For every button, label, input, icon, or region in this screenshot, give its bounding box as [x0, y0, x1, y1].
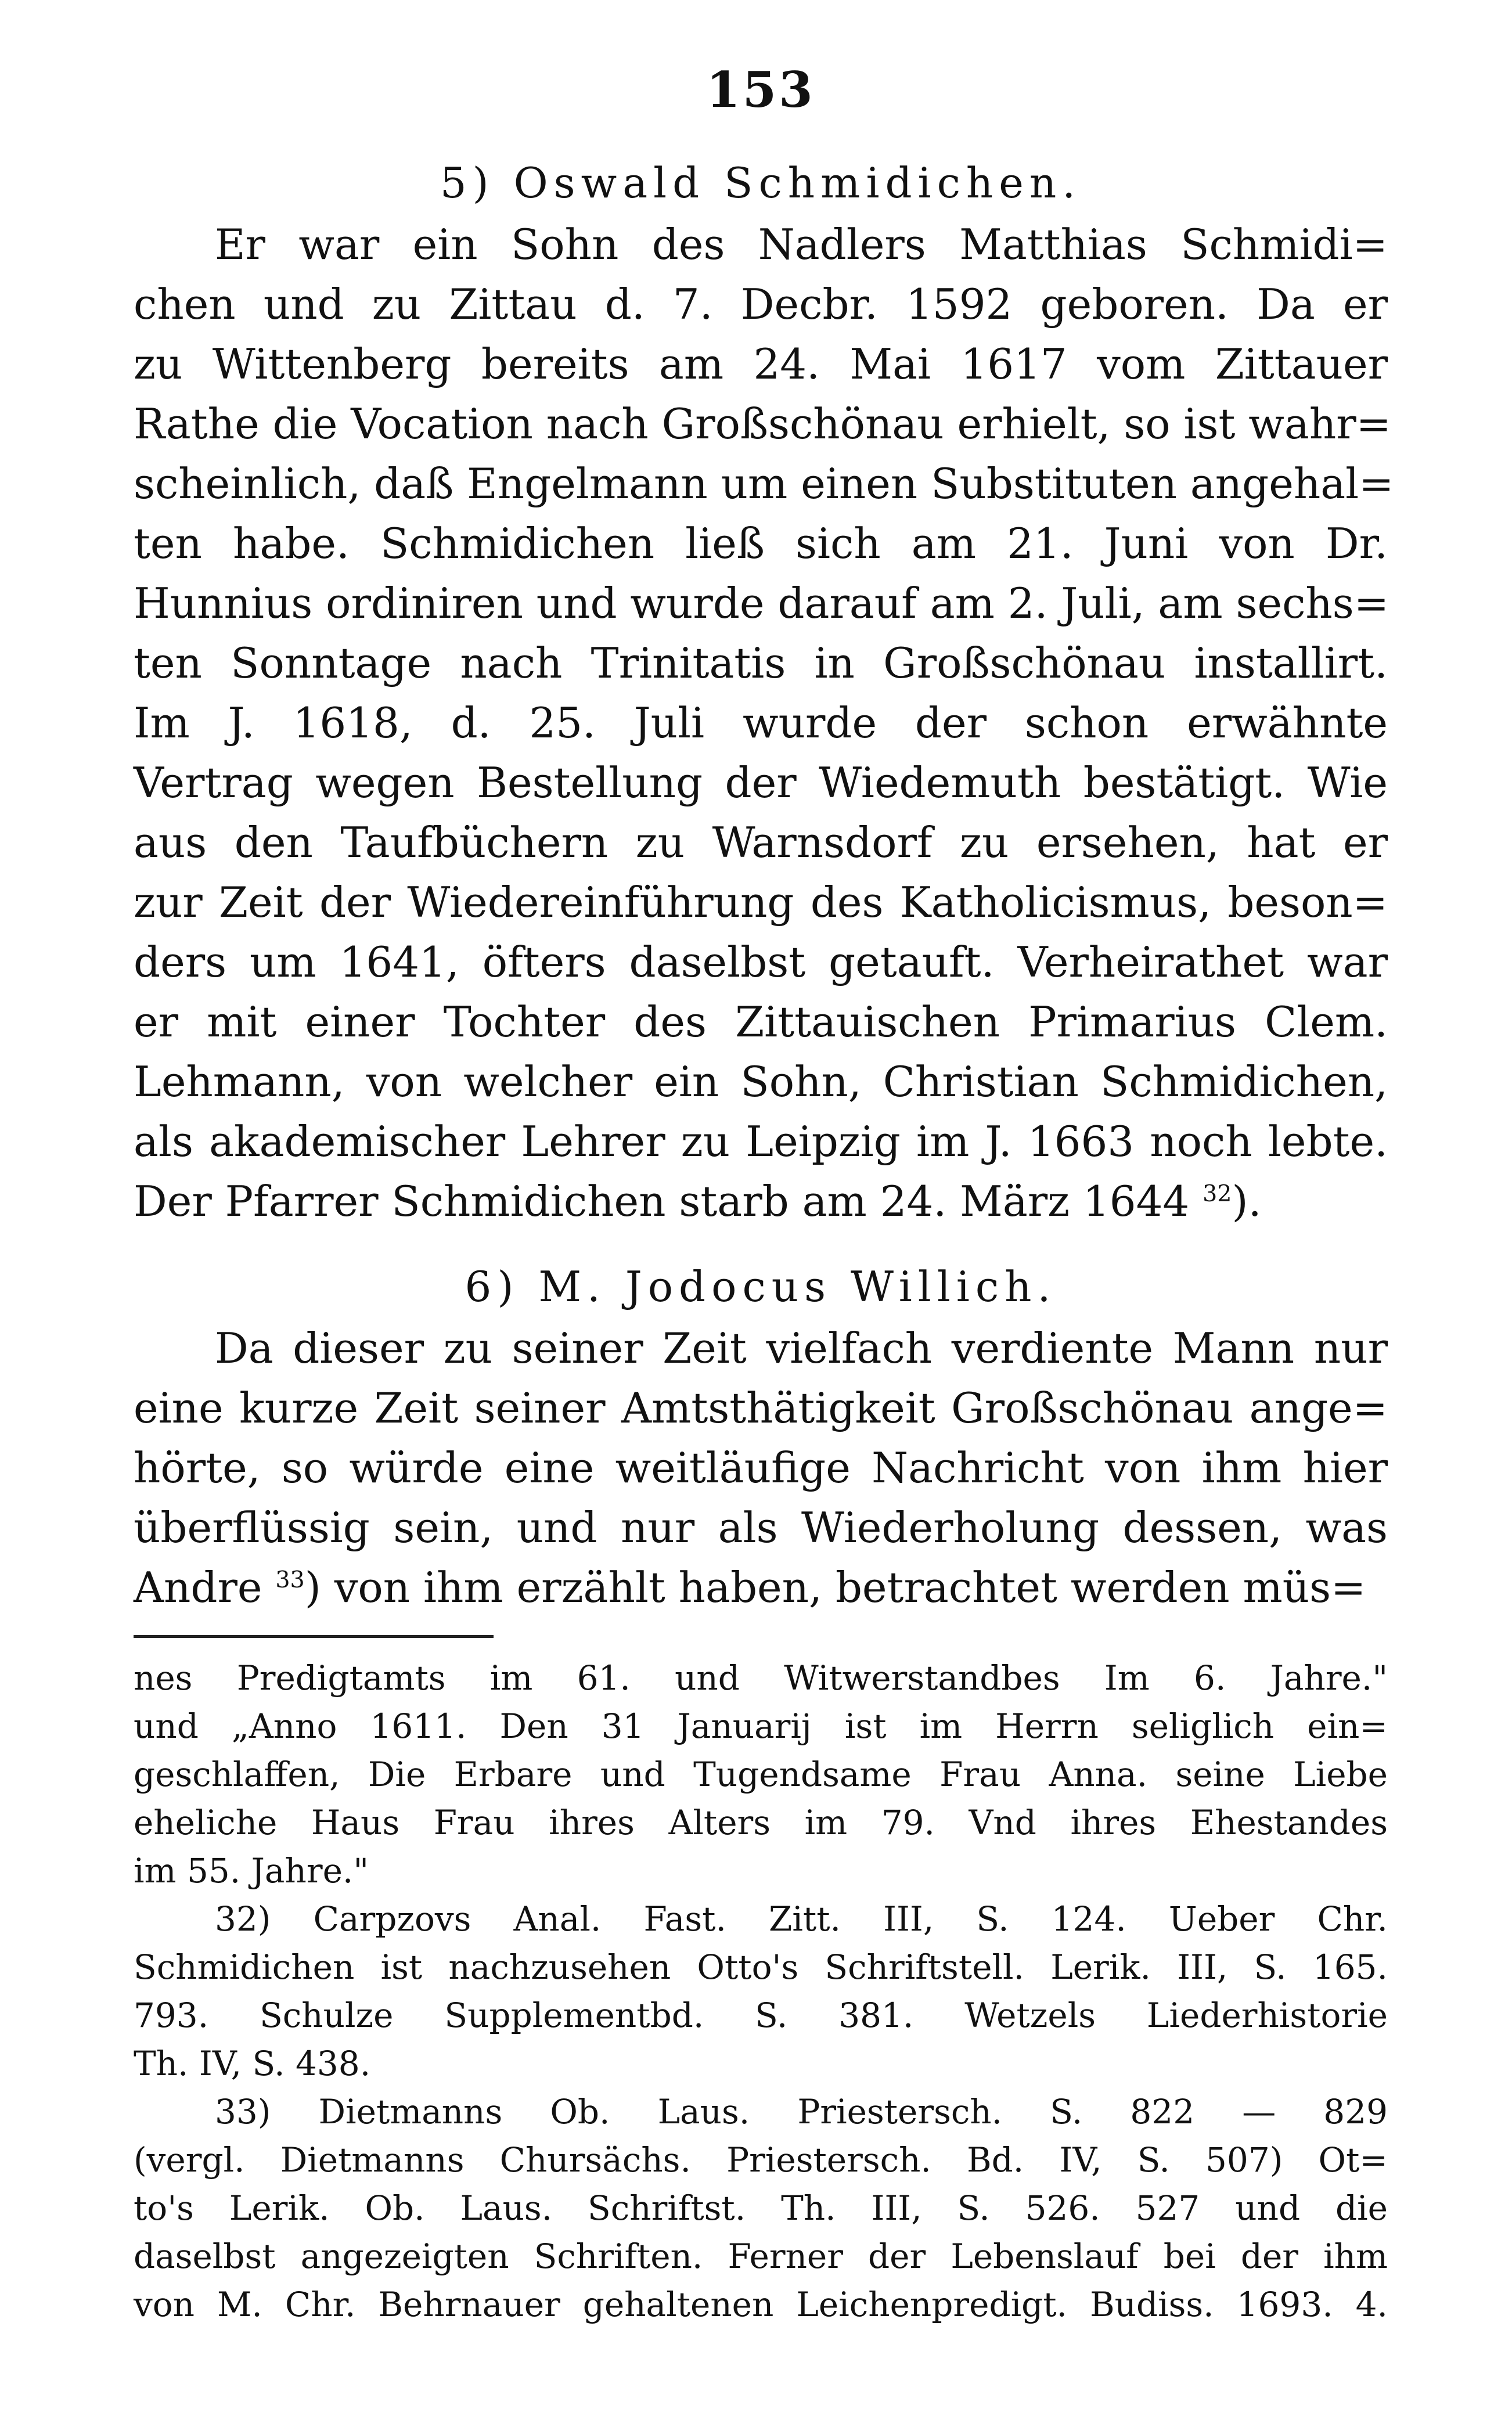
footnote-divider: [134, 1635, 494, 1638]
footnote-line: geschlaffen, Die Erbare und Tugendsame Frau Anna. seine Liebe: [134, 1755, 1388, 1794]
footnote-33-line: daselbst angezeigten Schriften. Ferner der Lebenslauf bei der ihm: [134, 2237, 1388, 2276]
text-line: chen und zu Zittau d. 7. Decbr. 1592 geboren. Da er: [134, 280, 1388, 329]
footnotes: [134, 1654, 1388, 2329]
footnote-line: und „Anno 1611. Den 31 Januarij ist im Herrn seliglich ein=: [134, 1706, 1388, 1746]
footnote-32-line: 32) Carpzovs Anal. Fast. Zitt. III, S. 124. Ueber Chr.: [215, 1899, 1388, 1939]
text-line: Lehmann, von welcher ein Sohn, Christian Schmidichen,: [134, 1057, 1388, 1106]
text-line-last: [134, 1558, 1388, 1618]
footnote-ref-32: 32: [1203, 1180, 1232, 1207]
text-line: zur Zeit der Wiedereinführung des Katholicismus, beson=: [134, 878, 1388, 927]
footnote-ref-33: 33: [275, 1567, 305, 1593]
text-line: ders um 1641, öfters daselbst getauft. Verheirathet war: [134, 938, 1388, 986]
section-heading-5: 5) Oswald Schmidichen.: [440, 159, 1082, 207]
text-line-last: [134, 1172, 1388, 1231]
text-line: Rathe die Vocation nach Großschönau erhielt, so ist wahr=: [134, 399, 1391, 448]
text-line: als akademischer Lehrer zu Leipzig im J. 1663 noch lebte.: [134, 1117, 1388, 1166]
text-fragment: Andre: [134, 1563, 262, 1612]
footnote-33-line: to's Lerik. Ob. Laus. Schriftst. Th. III, S. 526. 527 und die: [134, 2188, 1388, 2228]
text-line: hörte, so würde eine weitläufige Nachricht von ihm hier: [134, 1443, 1388, 1492]
footnote-33-line: (vergl. Dietmanns Chursächs. Priestersch. Bd. IV, S. 507) Ot=: [134, 2140, 1388, 2180]
text-line: ten habe. Schmidichen ließ sich am 21. Juni von Dr.: [134, 519, 1388, 568]
text-fragment: ) von ihm erzählt haben, betrachtet werden müs=: [304, 1563, 1366, 1612]
text-fragment: ).: [1232, 1177, 1262, 1226]
text-line: zu Wittenberg bereits am 24. Mai 1617 vom Zittauer: [134, 340, 1388, 388]
footnote-32-line: Th. IV, S. 438.: [134, 2044, 371, 2083]
text-line: scheinlich, daß Engelmann um einen Substituten angehal=: [134, 459, 1394, 508]
footnote-line: eheliche Haus Frau ihres Alters im 79. Vnd ihres Ehestandes: [134, 1803, 1388, 1842]
footnote-33-line: von M. Chr. Behrnauer gehaltenen Leichenpredigt. Budiss. 1693. 4.: [134, 2285, 1388, 2324]
footnote-33-line: 33) Dietmanns Ob. Laus. Priestersch. S. 822 — 829: [215, 2092, 1388, 2131]
text-line: aus den Taufbüchern zu Warnsdorf zu ersehen, hat er: [134, 818, 1388, 867]
text-line: er mit einer Tochter des Zittauischen Primarius Clem.: [134, 998, 1388, 1046]
text-line: Er war ein Sohn des Nadlers Matthias Schmidi=: [215, 220, 1388, 269]
text-line: eine kurze Zeit seiner Amtsthätigkeit Großschönau ange=: [134, 1384, 1388, 1432]
section-5-body: [134, 215, 1394, 1231]
footnote-line: im 55. Jahre.": [134, 1851, 369, 1891]
text-line: Vertrag wegen Bestellung der Wiedemuth bestätigt. Wie: [134, 758, 1388, 807]
text-line: Da dieser zu seiner Zeit vielfach verdiente Mann nur: [215, 1324, 1388, 1373]
text-fragment: Der Pfarrer Schmidichen starb am 24. März 1644: [134, 1177, 1190, 1226]
text-line: Hunnius ordiniren und wurde darauf am 2. Juli, am sechs=: [134, 579, 1389, 628]
footnote-32-line: Schmidichen ist nachzusehen Otto's Schriftstell. Lerik. III, S. 165.: [134, 1947, 1388, 1987]
document-page: [134, 52, 1394, 2329]
text-line: überflüssig sein, und nur als Wiederholung dessen, was: [134, 1503, 1388, 1552]
text-line: ten Sonntage nach Trinitatis in Großschönau installirt.: [134, 639, 1388, 687]
section-6-body: [134, 1319, 1388, 1618]
page-number: 153: [706, 61, 815, 118]
text-line: Im J. 1618, d. 25. Juli wurde der schon erwähnte: [134, 698, 1388, 747]
footnote-32-line: 793. Schulze Supplementbd. S. 381. Wetzels Liederhistorie: [134, 1996, 1388, 2035]
footnote-line: nes Predigtamts im 61. und Witwerstandbes Im 6. Jahre.": [134, 1658, 1388, 1698]
section-heading-6: 6) M. Jodocus Willich.: [465, 1262, 1057, 1311]
